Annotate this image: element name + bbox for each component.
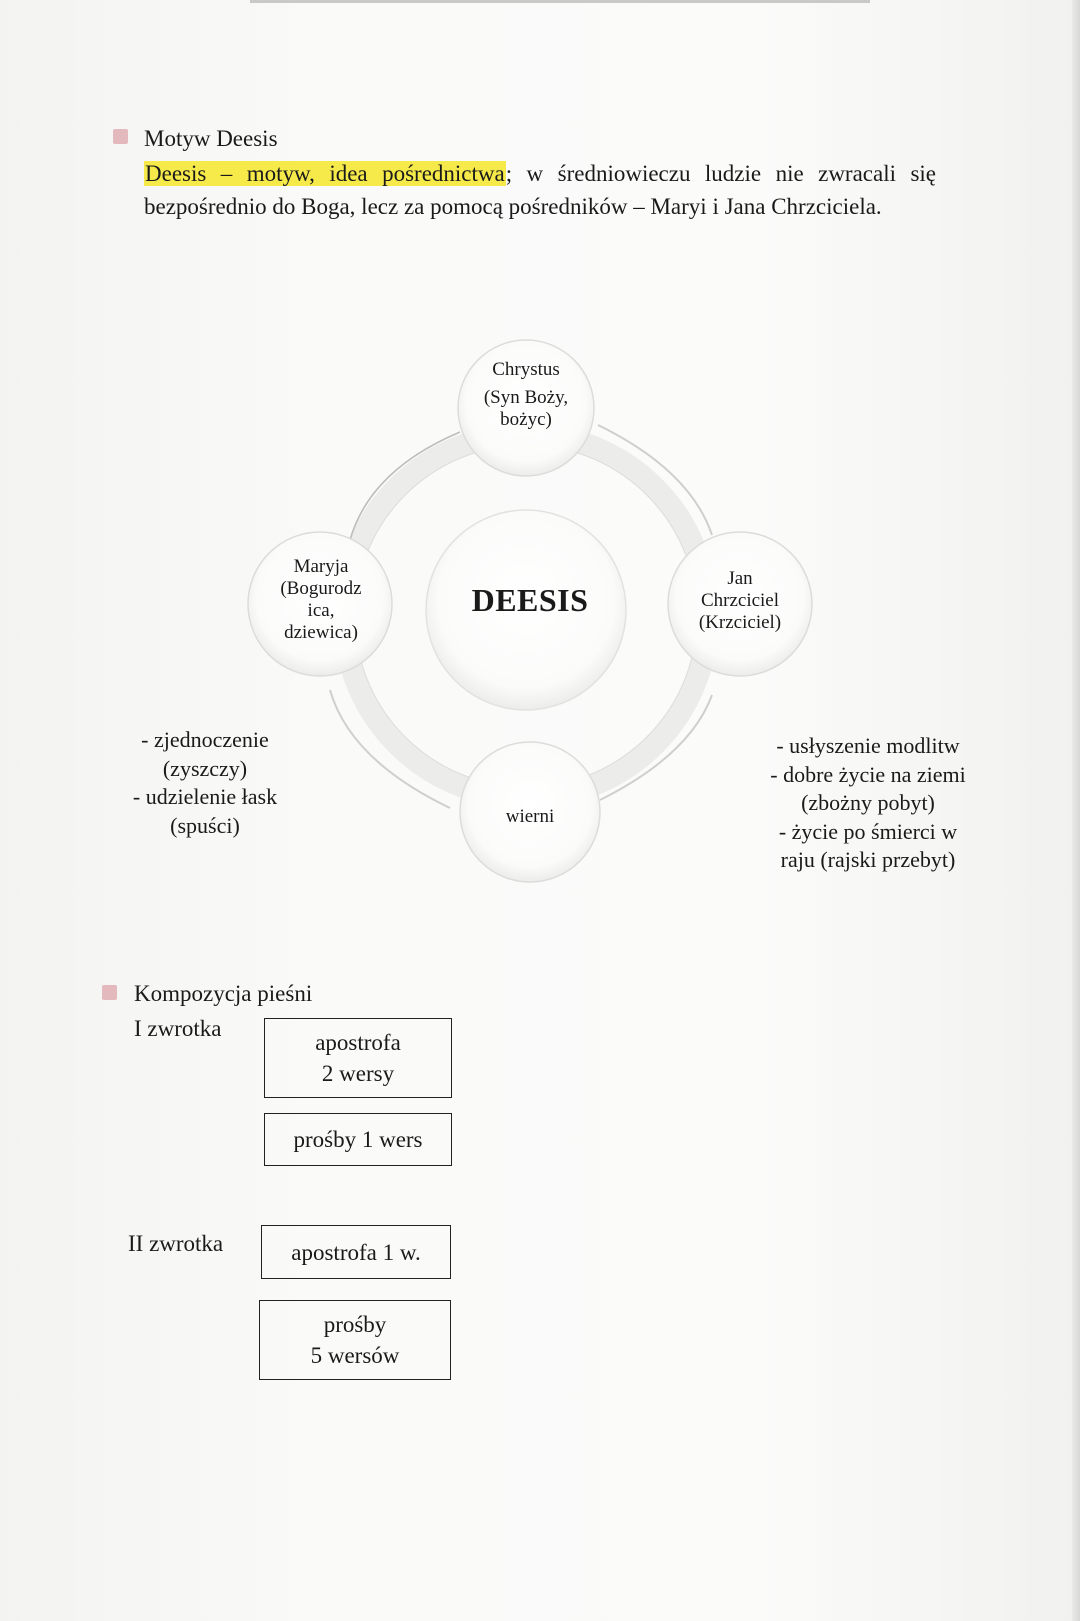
stanza-1-apostrophe-box: apostrofa 2 wersy: [264, 1018, 452, 1098]
section-heading-deesis: Motyw Deesis: [144, 126, 278, 151]
stanza-2-requests-box: prośby 5 wersów: [259, 1300, 451, 1380]
right-notes: - usłyszenie modlitw - dobre życie na ziemi (zbożny pobyt) - życie po śmierci w raju (rajski przebyt): [770, 733, 966, 872]
diagram-center-title: DEESIS: [471, 582, 589, 618]
stanza-2-label: II zwrotka: [128, 1231, 224, 1256]
section-heading-kompozycja: Kompozycja pieśni: [134, 981, 313, 1006]
node-top-chrystus: Chrystus (Syn Boży, bożyc): [483, 359, 569, 430]
stanza-1-label: I zwrotka: [134, 1016, 222, 1041]
node-right-jan: Jan Chrzciciel (Krzciciel): [698, 568, 782, 633]
stanza-1-requests-box: prośby 1 wers: [264, 1113, 452, 1166]
node-bottom-wierni: wierni: [505, 806, 555, 827]
left-notes: - zjednoczenie (zyszczy) - udzielenie łask (spuści): [132, 727, 278, 838]
bullet-square-icon: [102, 985, 117, 1000]
highlighted-definition: Deesis – motyw, idea pośrednictwa: [145, 161, 505, 186]
paragraph-text: ; w średniowieczu ludzie nie zwracali się bezpośrednio do Boga, lecz za pomocą pośredników – Maryi i Jana Chrzciciela.: [144, 161, 936, 219]
stanza-2-apostrophe-box: apostrofa 1 w.: [261, 1225, 451, 1279]
node-left-maryja: Maryja (Bogurodz ica, dziewica): [280, 556, 362, 643]
